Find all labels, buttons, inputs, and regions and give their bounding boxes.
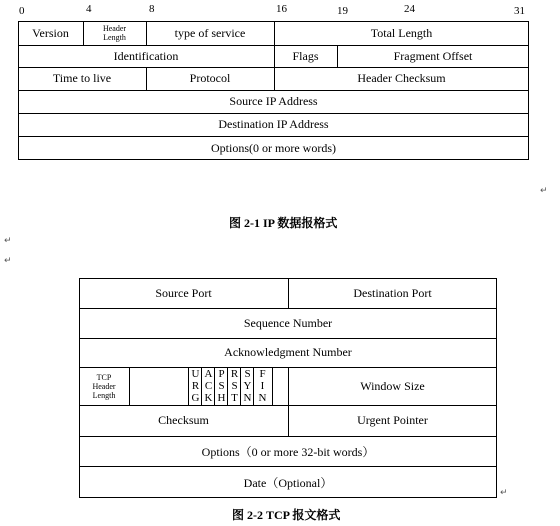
- ip-destination-address-field: Destination IP Address: [218, 117, 329, 131]
- bit-label-24: 24: [404, 3, 415, 15]
- tcp-header-length-line-3: Length: [92, 390, 116, 400]
- tcp-reserved-field: [129, 367, 188, 405]
- ip-figure-caption: 图 2-1 IP 数据报格式: [229, 216, 338, 230]
- tcp-header-length-line-2: Header: [92, 381, 116, 391]
- tcp-source-port-field: Source Port: [155, 285, 212, 300]
- paragraph-mark: ↵: [540, 186, 548, 196]
- bit-label-4: 4: [86, 3, 92, 15]
- ip-header-length-line-2: Length: [103, 33, 126, 42]
- ip-options-field: Options(0 or more words): [211, 140, 336, 155]
- flag-psh: [215, 368, 228, 404]
- tcp-urgent-pointer-field: Urgent Pointer: [357, 413, 428, 427]
- paragraph-mark: ↵: [4, 236, 12, 246]
- flag-fin: [256, 368, 269, 404]
- bit-label-19: 19: [337, 5, 348, 17]
- paragraph-mark: ↵: [4, 256, 12, 266]
- ip-version-field: Version: [32, 25, 69, 40]
- ip-source-address-field: Source IP Address: [229, 94, 318, 108]
- tcp-figure-caption: 图 2-2 TCP 报文格式: [232, 508, 341, 522]
- ip-identification-field: Identification: [113, 48, 179, 63]
- tcp-options-field: Options（0 or more 32-bit words）: [201, 444, 375, 459]
- flag-urg-letter-3: G: [191, 392, 200, 404]
- flag-ack-letter-1: A: [204, 368, 213, 380]
- flag-ack-letter-2: C: [204, 380, 213, 392]
- flag-rst: [228, 368, 241, 404]
- tcp-data-field: Date（Optional）: [243, 475, 333, 490]
- flag-rst-letter-3: T: [231, 392, 238, 404]
- ip-flags-field: Flags: [292, 48, 319, 63]
- flag-rst-letter-1: R: [230, 368, 239, 380]
- ip-header-length-field: [83, 21, 146, 45]
- flag-urg-letter-2: R: [191, 380, 200, 392]
- tcp-destination-port-field: Destination Port: [353, 285, 432, 300]
- bit-label-31: 31: [514, 5, 525, 17]
- flag-psh-letter-2: S: [218, 380, 225, 392]
- tcp-window-size-field: Window Size: [360, 378, 425, 393]
- tcp-sequence-number-field: Sequence Number: [243, 315, 333, 330]
- ip-total-length-field: Total Length: [370, 25, 433, 40]
- ip-tos-field: type of service: [174, 25, 246, 40]
- tcp-header-length-field: [79, 367, 129, 405]
- bit-label-8: 8: [149, 3, 155, 15]
- tcp-checksum-field: Checksum: [158, 413, 209, 427]
- bit-label-0: 0: [19, 5, 25, 17]
- ip-header-length-line-1: Header: [102, 24, 127, 33]
- flag-fin-letter-2: I: [260, 380, 265, 392]
- flag-syn-letter-1: S: [244, 368, 251, 380]
- tcp-header-length-line-1: TCP: [96, 372, 112, 382]
- ip-fragment-offset-field: Fragment Offset: [393, 48, 473, 63]
- flag-ack: [202, 368, 215, 404]
- paragraph-mark: ↵: [500, 488, 508, 498]
- ip-ttl-field: Time to live: [52, 71, 112, 85]
- tcp-ack-number-field: Acknowledgment Number: [224, 345, 352, 359]
- flag-fin-letter-1: F: [259, 368, 266, 380]
- flag-rst-letter-2: S: [231, 380, 238, 392]
- flag-syn: [241, 368, 254, 404]
- flag-fin-letter-3: N: [258, 392, 267, 404]
- flag-urg: [189, 368, 202, 404]
- flag-syn-letter-2: Y: [243, 380, 252, 392]
- flag-psh-letter-1: P: [218, 368, 225, 380]
- flag-syn-letter-3: N: [243, 392, 252, 404]
- ip-protocol-field: Protocol: [189, 71, 231, 85]
- bit-label-16: 16: [276, 3, 287, 15]
- flag-urg-letter-1: U: [191, 368, 200, 380]
- flag-psh-letter-3: H: [217, 392, 226, 404]
- flag-ack-letter-3: K: [204, 392, 213, 404]
- ip-header-checksum-field: Header Checksum: [357, 71, 446, 85]
